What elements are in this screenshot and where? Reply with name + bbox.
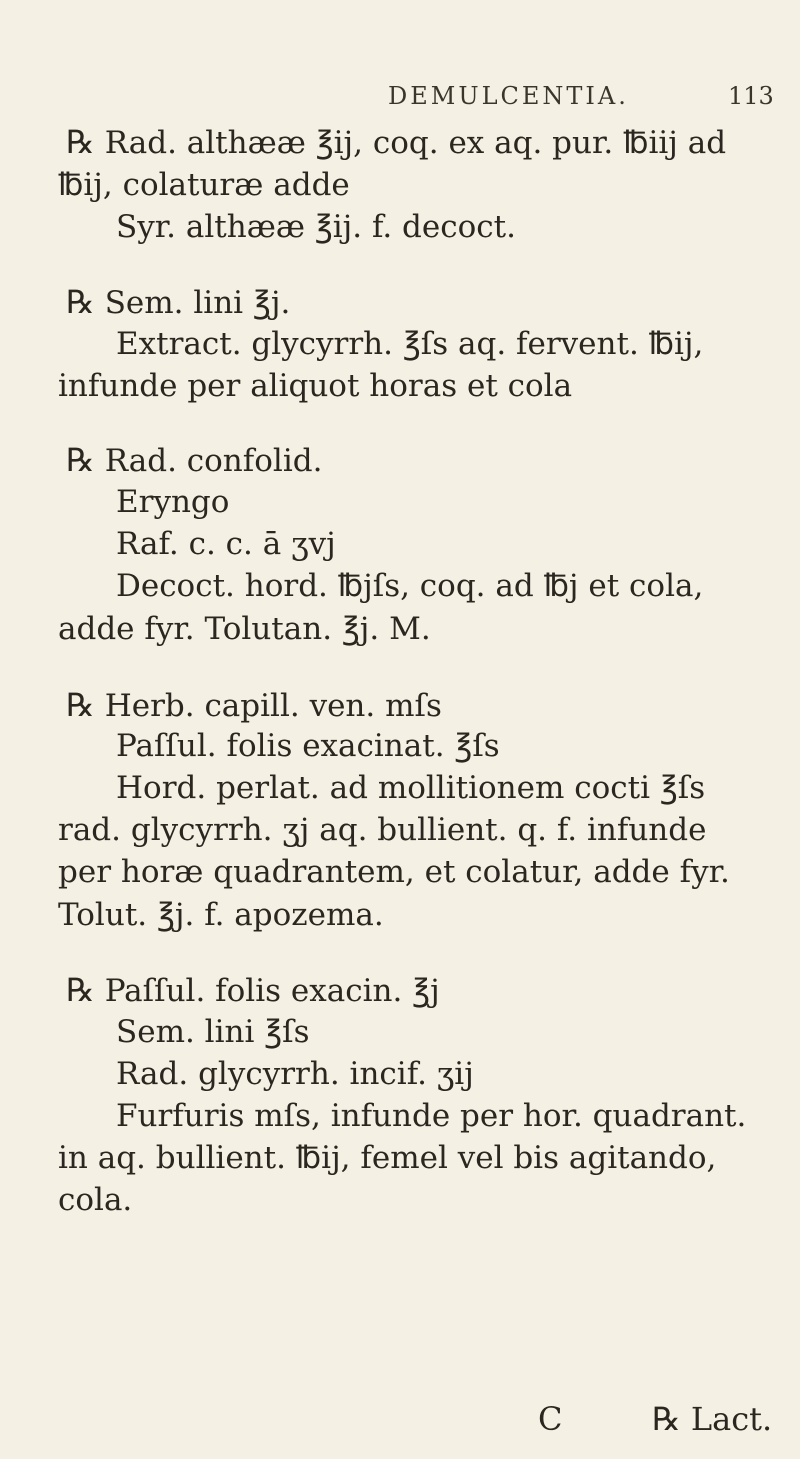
running-head: DEMULCENTIA. <box>388 82 629 110</box>
recipe-line: cola. <box>58 1182 133 1218</box>
recipe-symbol: ℞ <box>66 686 95 724</box>
recipe-line: Eryngo <box>116 484 230 520</box>
page-header <box>0 82 800 122</box>
recipe-line: Extract. glycyrrh. ℥ſs aq. fervent. ℔ij, <box>116 326 704 362</box>
recipe-line: Rad. glycyrrh. incif. ʒij <box>116 1056 474 1092</box>
recipe-line: per horæ quadrantem, et colatur, adde fyr. <box>58 854 730 890</box>
recipe-line: Hord. perlat. ad mollitionem cocti ℥ſs <box>116 770 706 806</box>
catchword: ℞ Lact. <box>652 1400 773 1438</box>
recipe-line <box>66 122 726 163</box>
page-number: 113 <box>728 82 774 110</box>
recipe-line: Paſſul. folis exacinat. ℥ſs <box>116 728 500 764</box>
recipe-line: rad. glycyrrh. ʒj aq. bullient. q. f. infunde <box>58 812 707 848</box>
recipe-symbol: ℞ <box>66 123 95 161</box>
signature-mark: C <box>538 1400 563 1438</box>
recipe-line: adde fyr. Tolutan. ℥j. M. <box>58 611 431 647</box>
recipe-line: Furfuris mſs, infunde per hor. quadrant. <box>116 1098 747 1134</box>
recipe-text: Sem. lini ℥j. <box>104 285 291 321</box>
recipe-line: Tolut. ℥j. f. apozema. <box>58 897 384 933</box>
recipe-line: ℔ij, colaturæ adde <box>58 167 350 203</box>
recipe-line: Decoct. hord. ℔jſs, coq. ad ℔j et cola, <box>116 568 704 604</box>
recipe-line <box>66 440 322 481</box>
recipe-line <box>66 685 442 726</box>
recipe-text: Herb. capill. ven. mſs <box>104 688 442 724</box>
recipe-symbol: ℞ <box>66 283 95 321</box>
recipe-symbol: ℞ <box>66 971 95 1009</box>
recipe-line: Raf. c. c. ā ʒvj <box>116 526 336 562</box>
recipe-line: in aq. bullient. ℔ij, femel vel bis agitando, <box>58 1140 717 1176</box>
recipe-text: Rad. althææ ℥ij, coq. ex aq. pur. ℔iij ad <box>104 125 727 161</box>
recipe-line: Syr. althææ ℥ij. f. decoct. <box>116 209 516 245</box>
page-footer <box>0 1400 800 1444</box>
recipe-line: Sem. lini ℥ſs <box>116 1014 310 1050</box>
recipe-symbol: ℞ <box>66 441 95 479</box>
recipe-text: Rad. confolid. <box>104 443 323 479</box>
recipe-line <box>66 282 290 323</box>
recipe-line <box>66 970 440 1011</box>
recipe-line: infunde per aliquot horas et cola <box>58 368 573 404</box>
recipe-text: Paſſul. folis exacin. ℥j <box>104 973 440 1009</box>
